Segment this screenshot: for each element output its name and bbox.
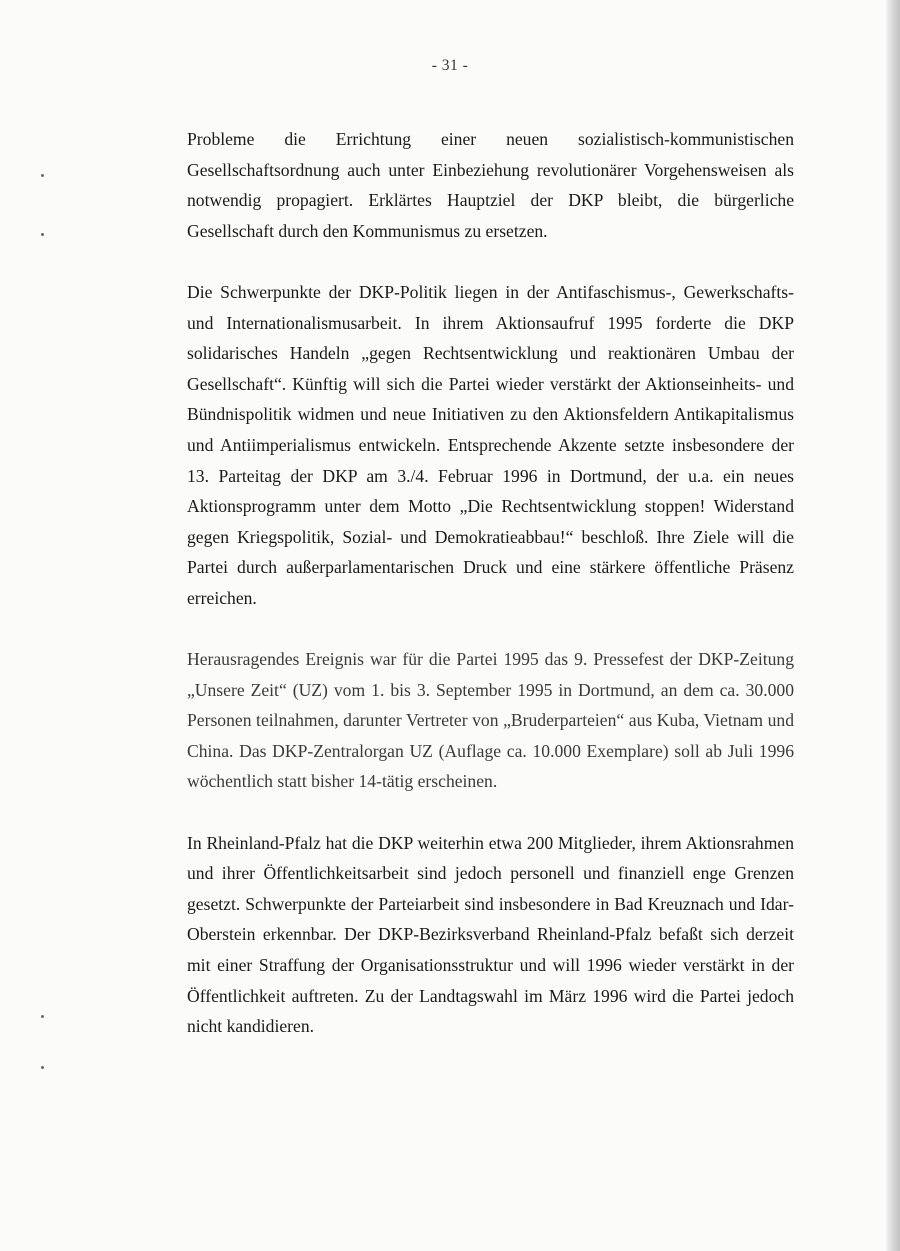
paragraph-2: Die Schwerpunkte der DKP-Politik liegen in der Antifaschismus-, Gewerkschafts- und Internationalismusarbeit. In ihrem Aktionsaufruf 1995 forderte die DKP solidarisches Handeln „gegen Rechtsentwicklung und reaktionären Umbau der Gesellschaft“. Künftig will sich die Partei wieder verstärkt der Aktionseinheits- und Bündnispolitik widmen und neue Initiativen zu den Aktionsfeldern Antikapitalismus und Antiimperialismus entwickeln. Entsprechende Akzente setzte insbesondere der 13. Parteitag der DKP am 3./4. Februar 1996 in Dortmund, der u.a. ein neues Aktionsprogramm unter dem Motto „Die Rechtsentwicklung stoppen! Widerstand gegen Kriegspolitik, Sozial- und Demokratieabbau!“ beschloß. Ihre Ziele will die Partei durch außerparlamentarischen Druck und eine stärkere öffentliche Präsenz erreichen.: [187, 281, 794, 608]
body-text: [187, 124, 794, 1072]
scan-speck: [41, 1066, 44, 1069]
scan-speck: [41, 233, 44, 236]
page-number: - 31 -: [431, 57, 469, 74]
paragraph-1: Probleme die Errichtung einer neuen sozialistisch-kommunistischen Gesellschaftsordnung auch unter Einbeziehung revolutionärer Vorgehensweisen als notwendig propagiert. Erklärtes Hauptziel der DKP bleibt, die bürgerliche Gesellschaft durch den Kommunismus zu ersetzen.: [187, 129, 794, 241]
page-edge-shadow: [886, 0, 900, 1251]
paragraph-4: In Rheinland-Pfalz hat die DKP weiterhin etwa 200 Mitglieder, ihrem Aktionsrahmen und ihrer Öffentlichkeitsarbeit sind jedoch personell und finanziell enge Grenzen gesetzt. Schwerpunkte der Parteiarbeit sind insbesondere in Bad Kreuznach und Idar-Oberstein erkennbar. Der DKP-Bezirksverband Rheinland-Pfalz befaßt sich derzeit mit einer Straffung der Organisationsstruktur und will 1996 wieder verstärkt in der Öffentlichkeit auftreten. Zu der Landtagswahl im März 1996 wird die Partei jedoch nicht kandidieren.: [187, 832, 794, 1037]
scan-speck: [41, 1015, 44, 1018]
paragraph-3: Herausragendes Ereignis war für die Partei 1995 das 9. Pressefest der DKP-Zeitung „Unsere Zeit“ (UZ) vom 1. bis 3. September 1995 in Dortmund, an dem ca. 30.000 Personen teilnahmen, darunter Vertreter von „Bruderparteien“ aus Kuba, Vietnam und China. Das DKP-Zentralorgan UZ (Auflage ca. 10.000 Exemplare) soll ab Juli 1996 wöchentlich statt bisher 14-tätig erscheinen.: [187, 649, 794, 792]
scan-speck: [41, 174, 44, 177]
